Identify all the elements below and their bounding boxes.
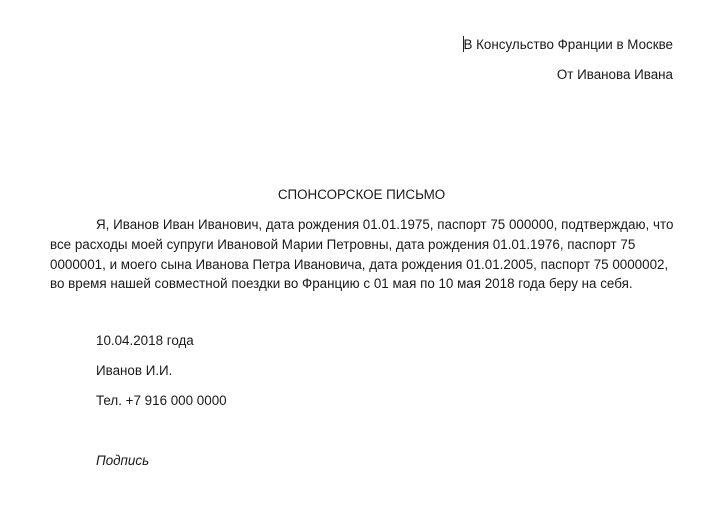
- body-line-3: 0000001, и моего сына Иванова Петра Ивановича, дата рождения 01.01.2005, паспорт 75 0000002,: [50, 257, 669, 272]
- recipient-line: [463, 36, 673, 54]
- document-title: СПОНСОРСКОЕ ПИСЬМО: [277, 187, 446, 202]
- body-line-4: во время нашей совместной поездки во Францию с 01 мая по 10 мая 2018 года беру на себя.: [50, 276, 633, 291]
- name-line: Иванов И.И.: [96, 363, 173, 378]
- recipient-text: В Консульство Франции в Москве: [463, 37, 673, 52]
- phone-line: Тел. +7 916 000 0000: [96, 393, 227, 408]
- body-line-1: Я, Иванов Иван Иванович, дата рождения 01.01.1975, паспорт 75 000000, подтверждаю, что: [96, 217, 674, 232]
- signature-label: Подпись: [96, 453, 150, 468]
- date-line: 10.04.2018 года: [96, 333, 194, 348]
- body-line-2: все расходы моей супруги Ивановой Марии Петровны, дата рождения 01.01.1976, паспорт 75: [50, 237, 636, 252]
- sender-line: От Иванова Ивана: [556, 67, 673, 82]
